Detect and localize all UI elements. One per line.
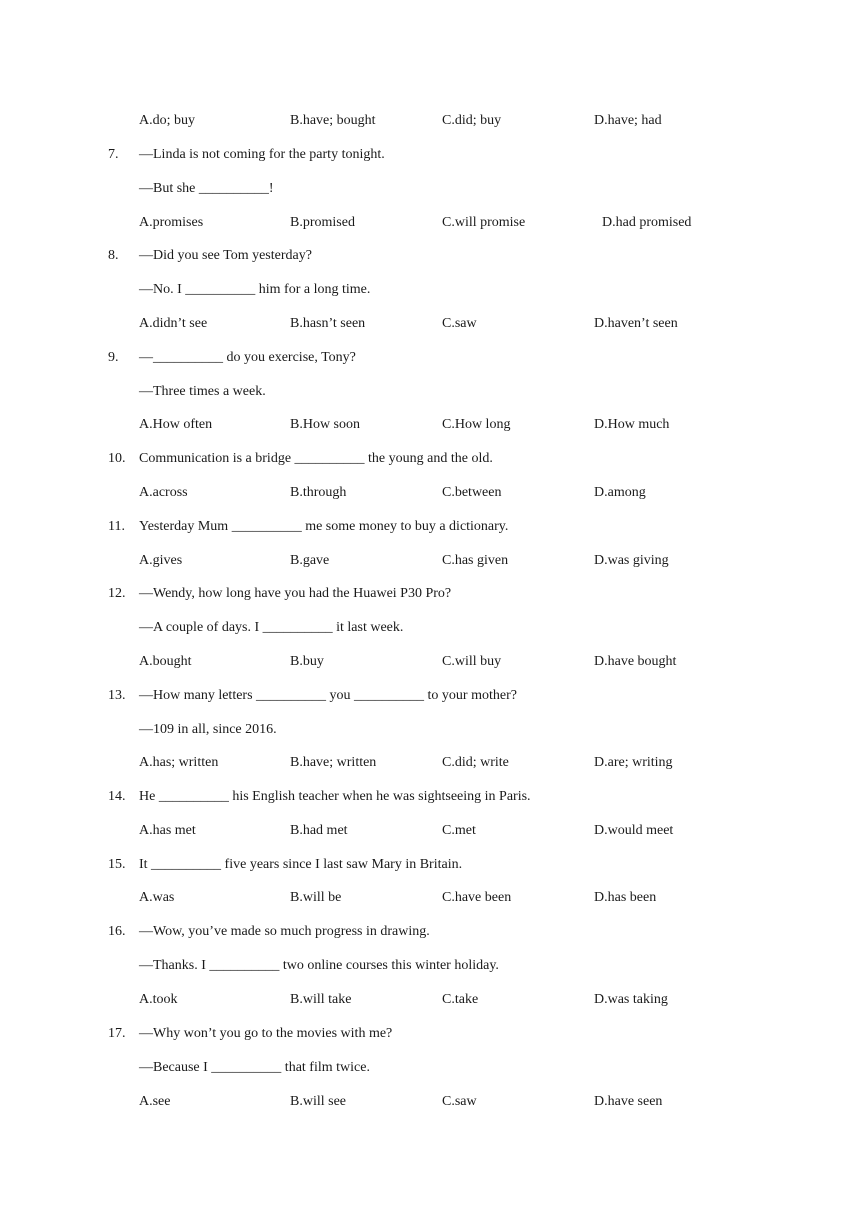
- options-row-q14: [0, 821, 860, 841]
- options-row-q7: [0, 213, 860, 233]
- option-a: A.promises: [139, 215, 204, 230]
- options-row-q11: [0, 551, 860, 571]
- question-q13: [0, 686, 860, 706]
- question-number: 12.: [108, 586, 126, 601]
- question-q17-line-2: [0, 1058, 860, 1078]
- question-q8-line-2: [0, 280, 860, 300]
- question-q17: [0, 1024, 860, 1044]
- options-row-q8: [0, 314, 860, 334]
- option-b: B.gave: [290, 553, 330, 568]
- option-a: A.bought: [139, 654, 192, 669]
- option-b: B.have; bought: [290, 113, 376, 128]
- question-text: —Because I __________ that film twice.: [139, 1060, 370, 1075]
- question-q13-line-2: [0, 720, 860, 740]
- option-d: D.have seen: [594, 1094, 663, 1109]
- question-text: —Three times a week.: [139, 384, 266, 399]
- option-a: A.see: [139, 1094, 171, 1109]
- question-q7: [0, 145, 860, 165]
- question-text: —Did you see Tom yesterday?: [139, 248, 312, 263]
- option-d: D.was giving: [594, 553, 669, 568]
- option-a: A.across: [139, 485, 188, 500]
- option-a: A.took: [139, 992, 178, 1007]
- question-text: —Wow, you’ve made so much progress in drawing.: [139, 924, 430, 939]
- option-d: D.have bought: [594, 654, 677, 669]
- options-row-q17: [0, 1092, 860, 1112]
- option-a: A.How often: [139, 417, 213, 432]
- option-b: B.will take: [290, 992, 352, 1007]
- option-d: D.How much: [594, 417, 670, 432]
- option-d: D.has been: [594, 890, 657, 905]
- question-number: 11.: [108, 519, 125, 534]
- question-number: 17.: [108, 1026, 126, 1041]
- option-c: C.between: [442, 485, 502, 500]
- options-row-q6: [0, 111, 860, 131]
- option-a: A.do; buy: [139, 113, 195, 128]
- option-b: B.buy: [290, 654, 324, 669]
- question-q9: [0, 348, 860, 368]
- question-q7-line-2: [0, 179, 860, 199]
- question-q12-line-2: [0, 618, 860, 638]
- question-text: —Thanks. I __________ two online courses this winter holiday.: [139, 958, 499, 973]
- option-c: C.will buy: [442, 654, 502, 669]
- question-number: 14.: [108, 789, 126, 804]
- question-text: He __________ his English teacher when he was sightseeing in Paris.: [139, 789, 531, 804]
- options-row-q12: [0, 652, 860, 672]
- question-number: 13.: [108, 688, 126, 703]
- question-number: 15.: [108, 857, 126, 872]
- question-number: 16.: [108, 924, 126, 939]
- question-text: —Linda is not coming for the party tonight.: [139, 147, 385, 162]
- question-text: —A couple of days. I __________ it last week.: [139, 620, 404, 635]
- option-b: B.will see: [290, 1094, 346, 1109]
- options-row-q15: [0, 888, 860, 908]
- options-row-q10: [0, 483, 860, 503]
- option-c: C.take: [442, 992, 479, 1007]
- option-c: C.have been: [442, 890, 512, 905]
- option-a: A.didn’t see: [139, 316, 208, 331]
- option-b: B.will be: [290, 890, 342, 905]
- option-d: D.had promised: [602, 215, 692, 230]
- option-c: C.saw: [442, 1094, 477, 1109]
- option-a: A.gives: [139, 553, 183, 568]
- question-q9-line-2: [0, 382, 860, 402]
- question-text: —Why won’t you go to the movies with me?: [139, 1026, 393, 1041]
- option-b: B.promised: [290, 215, 355, 230]
- option-d: D.among: [594, 485, 646, 500]
- question-text: —But she __________!: [139, 181, 274, 196]
- question-text: —__________ do you exercise, Tony?: [139, 350, 356, 365]
- option-c: C.did; buy: [442, 113, 502, 128]
- question-q16: [0, 922, 860, 942]
- question-text: Yesterday Mum __________ me some money to buy a dictionary.: [139, 519, 509, 534]
- question-number: 8.: [108, 248, 119, 263]
- question-text: It __________ five years since I last saw Mary in Britain.: [139, 857, 463, 872]
- option-b: B.How soon: [290, 417, 361, 432]
- option-b: B.have; written: [290, 755, 377, 770]
- option-c: C.has given: [442, 553, 509, 568]
- option-c: C.will promise: [442, 215, 526, 230]
- question-q11: [0, 517, 860, 537]
- options-row-q13: [0, 753, 860, 773]
- question-q15: [0, 855, 860, 875]
- option-d: D.would meet: [594, 823, 674, 838]
- option-c: C.met: [442, 823, 476, 838]
- question-number: 7.: [108, 147, 119, 162]
- option-c: C.did; write: [442, 755, 509, 770]
- question-q16-line-2: [0, 956, 860, 976]
- question-q14: [0, 787, 860, 807]
- option-b: B.hasn’t seen: [290, 316, 366, 331]
- option-b: B.through: [290, 485, 347, 500]
- question-number: 10.: [108, 451, 126, 466]
- option-b: B.had met: [290, 823, 348, 838]
- option-c: C.How long: [442, 417, 511, 432]
- option-d: D.haven’t seen: [594, 316, 678, 331]
- option-d: D.have; had: [594, 113, 662, 128]
- option-c: C.saw: [442, 316, 477, 331]
- question-q12: [0, 584, 860, 604]
- option-a: A.has; written: [139, 755, 219, 770]
- question-text: Communication is a bridge __________ the young and the old.: [139, 451, 493, 466]
- option-a: A.has met: [139, 823, 196, 838]
- question-text: —109 in all, since 2016.: [139, 722, 277, 737]
- question-number: 9.: [108, 350, 119, 365]
- options-row-q16: [0, 990, 860, 1010]
- question-q10: [0, 449, 860, 469]
- question-text: —Wendy, how long have you had the Huawei P30 Pro?: [139, 586, 452, 601]
- question-q8: [0, 246, 860, 266]
- option-a: A.was: [139, 890, 175, 905]
- question-text: —No. I __________ him for a long time.: [139, 282, 371, 297]
- options-row-q9: [0, 415, 860, 435]
- question-text: —How many letters __________ you __________ to your mother?: [139, 688, 517, 703]
- option-d: D.was taking: [594, 992, 668, 1007]
- option-d: D.are; writing: [594, 755, 673, 770]
